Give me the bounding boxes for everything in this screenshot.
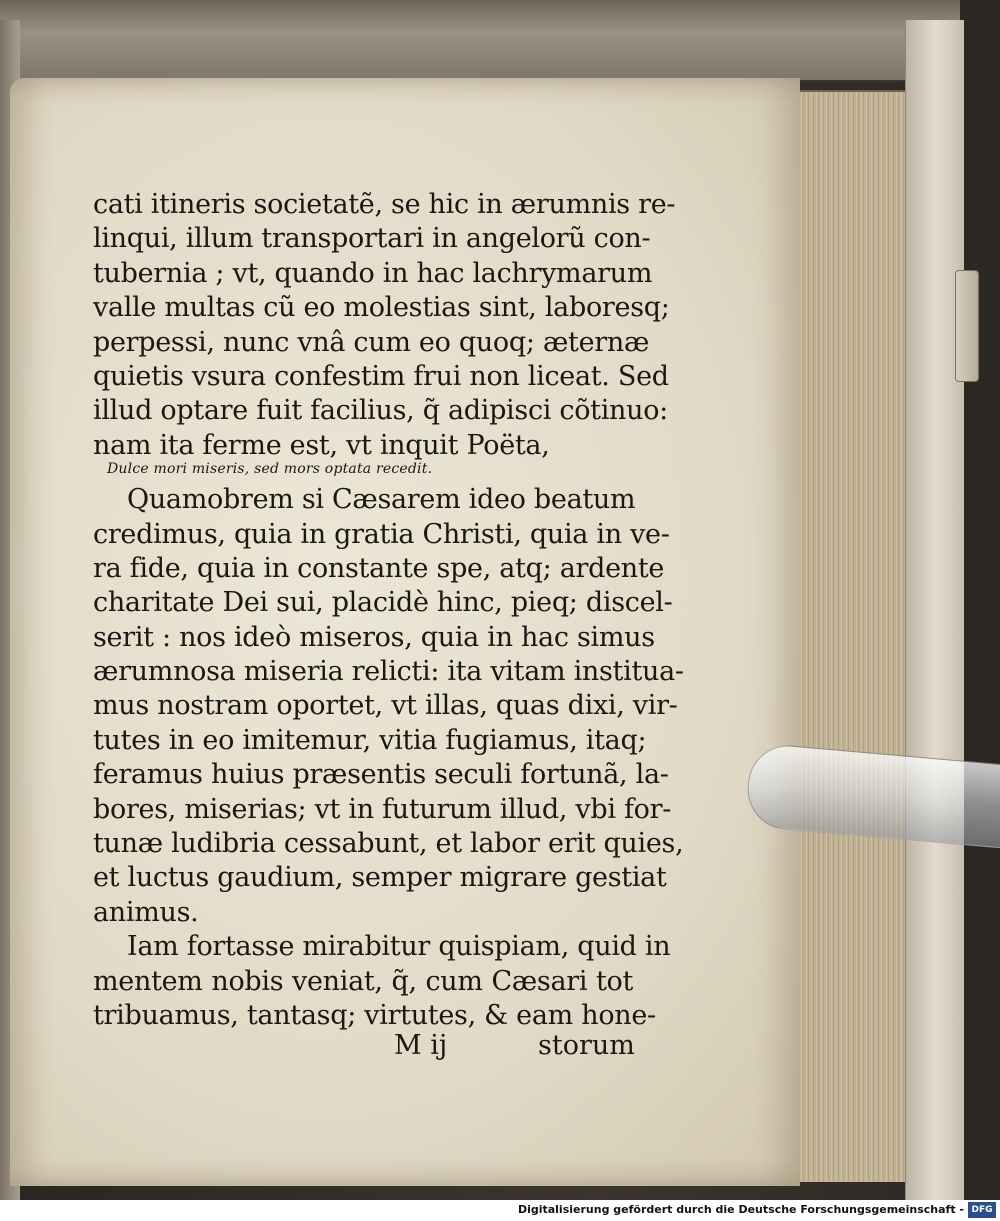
- text-line: et luctus gaudium, semper migrare gestiat: [93, 862, 667, 894]
- catchword: storum: [538, 1030, 635, 1061]
- signature-mark: M ij: [394, 1030, 448, 1061]
- text-line: cati itineris societatẽ, se hic in ærumnis re-: [93, 189, 676, 220]
- text-line: valle multas cũ eo molestias sint, laboresq;: [93, 292, 670, 324]
- book-cover-right: [905, 20, 964, 1200]
- text-line: mentem nobis veniat, q̃, cum Cæsari tot: [93, 965, 633, 997]
- text-line: tunæ ludibria cessabunt, et labor erit quies,: [93, 828, 684, 860]
- text-line: quietis vsura confestim frui non liceat. Sed: [93, 360, 669, 392]
- page-text: [93, 188, 684, 1033]
- text-line: tutes in eo imitemur, vitia fugiamus, itaq;: [93, 724, 647, 756]
- text-line: tubernia ; vt, quando in hac lachrymarum: [93, 257, 653, 289]
- paragraph-start: Quamobrem si Cæsarem ideo beatum: [127, 484, 636, 516]
- bookmark-tab: [955, 270, 979, 382]
- footer-credit: Digitalisierung gefördert durch die Deutsche Forschungsgemeinschaft -: [517, 1203, 964, 1216]
- text-line: illud optare fuit facilius, q̃ adipisci cõtinuo:: [93, 395, 668, 427]
- page-edges: [780, 90, 920, 1182]
- text-line: ærumnosa miseria relicti: ita vitam institua-: [93, 656, 684, 688]
- text-line: feramus huius præsentis seculi fortunã, la-: [93, 759, 669, 791]
- dfg-logo: DFG: [968, 1202, 996, 1218]
- text-line: linqui, illum transportari in angelorũ con-: [93, 223, 651, 255]
- paragraph-start: Iam fortasse mirabitur quispiam, quid in: [127, 931, 671, 963]
- text-line: serit : nos ideò miseros, quia in hac simus: [93, 621, 655, 653]
- text-line: nam ita ferme est, vt inquit Poëta,: [93, 429, 550, 461]
- verse-quote: Dulce mori miseris, sed mors optata recedit.: [107, 461, 433, 478]
- text-line: credimus, quia in gratia Christi, quia in ve-: [93, 518, 670, 550]
- text-line: perpessi, nunc vnâ cum eo quoq; æternæ: [93, 326, 650, 358]
- text-line: ra fide, quia in constante spe, atq; ardente: [93, 552, 665, 584]
- text-line: animus.: [93, 896, 199, 928]
- book-cover-top: [0, 0, 960, 82]
- text-line: charitate Dei sui, placidè hinc, pieq; discel-: [93, 587, 673, 619]
- text-line: tribuamus, tantasq; virtutes, & eam hone-: [93, 999, 656, 1031]
- text-line: mus nostram oportet, vt illas, quas dixi, vir-: [93, 690, 678, 722]
- footer-bar: [0, 1200, 1000, 1221]
- text-line: bores, miserias; vt in futurum illud, vbi for-: [93, 793, 672, 825]
